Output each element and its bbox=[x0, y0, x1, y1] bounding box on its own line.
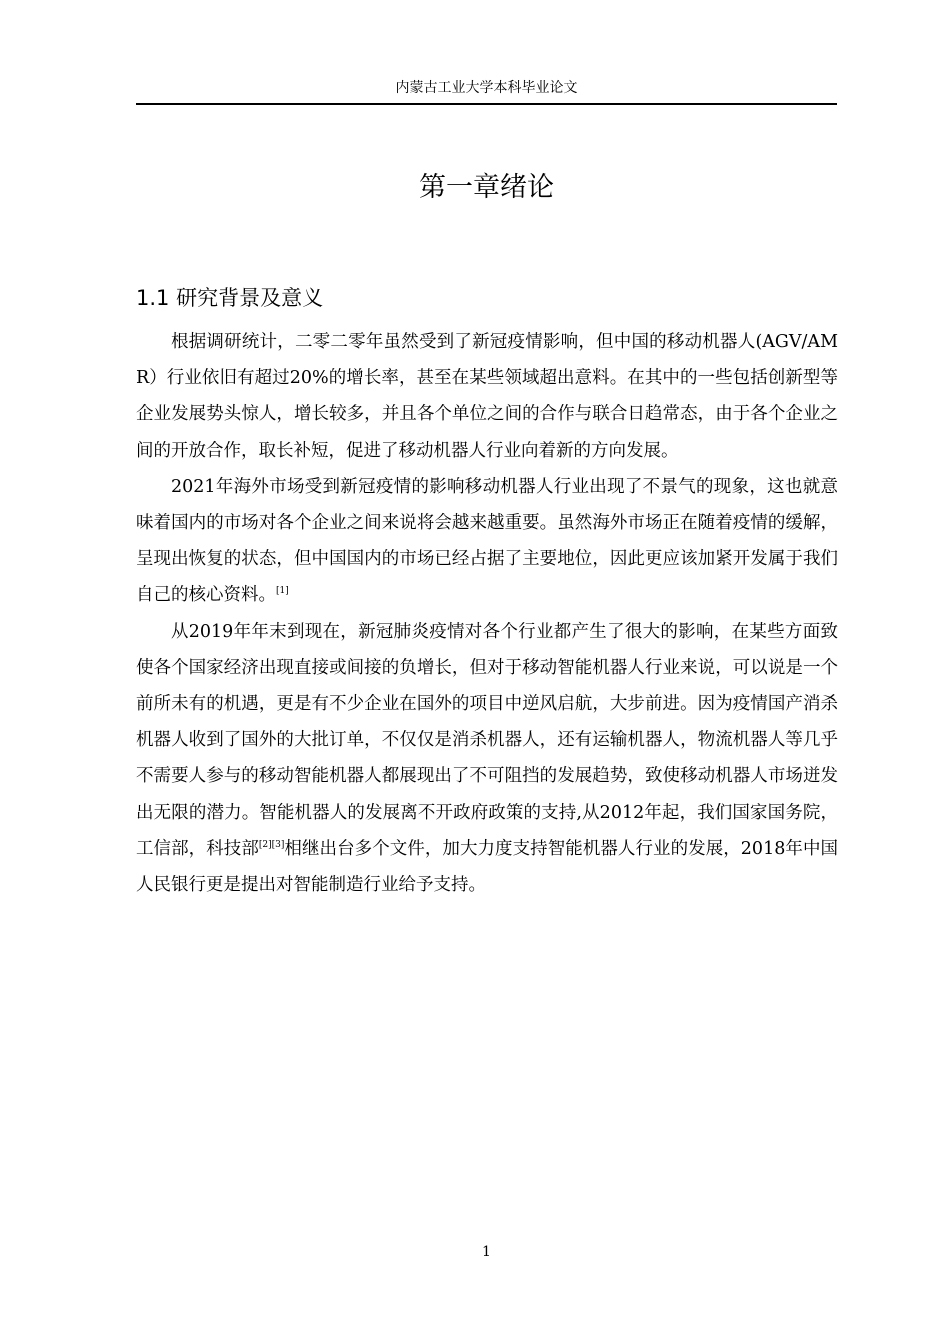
citation-1: [1] bbox=[276, 586, 289, 597]
paragraph-2 bbox=[136, 469, 838, 614]
header-rule bbox=[136, 103, 837, 105]
paragraph-2-text: 2021年海外市场受到新冠疫情的影响移动机器人行业出现了不景气的现象，这也就意味着国内的市场对各个企业之间来说将会越来越重要。虽然海外市场正在随着疫情的缓解，呈现出恢复的状态，但中国国内的市场已经占据了主要地位，因此更应该加紧开发属于我们自己的核心资料。 bbox=[136, 476, 838, 606]
paragraph-1-text: 根据调研统计，二零二零年虽然受到了新冠疫情影响，但中国的移动机器人(AGV/AMR）行业依旧有超过20%的增长率，甚至在某些领域超出意料。在其中的一些包括创新型等企业发展势头惊人，增长较多，并且各个单位之间的合作与联合日趋常态，由于各个企业之间的开放合作，取长补短，促进了移动机器人行业向着新的方向发展。 bbox=[136, 332, 838, 461]
body-text bbox=[136, 324, 838, 903]
citation-2-3: [2][3] bbox=[258, 840, 285, 851]
paragraph-1 bbox=[136, 324, 838, 469]
page-number: 1 bbox=[482, 1244, 491, 1260]
page-header-title: 内蒙古工业大学本科毕业论文 bbox=[395, 80, 578, 96]
paragraph-3-text-after: 相继出台多个文件，加大力度支持智能机器人行业的发展，2018年中国人民银行更是提出对智能制造行业给予支持。 bbox=[136, 838, 838, 896]
paragraph-3 bbox=[136, 614, 838, 904]
section-heading: 1.1 研究背景及意义 bbox=[136, 286, 324, 310]
paragraph-3-text-before: 从2019年年末到现在，新冠肺炎疫情对各个行业都产生了很大的影响，在某些方面致使各个国家经济出现直接或间接的负增长，但对于移动智能机器人行业来说，可以说是一个前所未有的机遇，更是有不少企业在国外的项目中逆风启航，大步前进。因为疫情国产消杀机器人收到了国外的大批订单，不仅仅是消杀机器人，还有运输机器人，物流机器人等几乎不需要人参与的移动智能机器人都展现出了不可阻挡的发展趋势，致使移动机器人市场迸发出无限的潜力。智能机器人的发展离不开政府政策的支持,从2012年起，我们国家国务院，工信部，科技部 bbox=[136, 621, 838, 859]
chapter-title: 第一章绪论 bbox=[419, 172, 554, 203]
